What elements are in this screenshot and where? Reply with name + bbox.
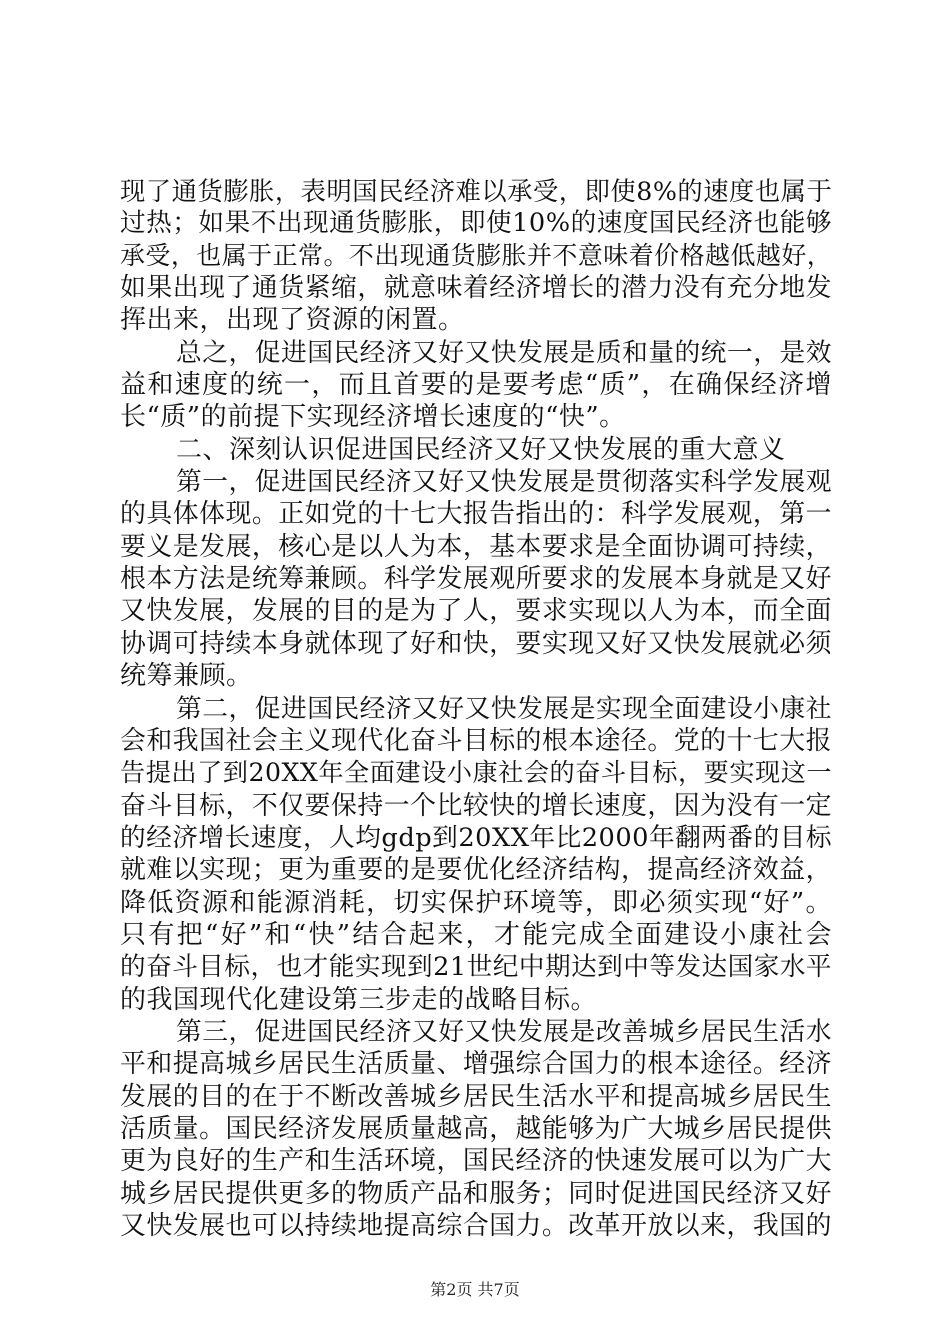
text-line: 又快发展也可以持续地提高综合国力。改革开放以来，我国的	[120, 1211, 832, 1241]
text-line: 城乡居民提供更多的物质产品和服务；同时促进国民经济又好	[120, 1178, 832, 1209]
text-line: 的具体体现。正如党的十七大报告指出的：科学发展观，第一	[120, 499, 832, 530]
text-line: 的奋斗目标，也才能实现到21世纪中期达到中等发达国家水平	[120, 952, 833, 983]
text-line: 就难以实现；更为重要的是要优化经济结构，提高经济效益，	[120, 855, 832, 886]
text-line: 只有把“好”和“快”结合起来，才能完成全面建设小康社会	[120, 919, 832, 950]
text-line: 根本方法是统筹兼顾。科学发展观所要求的发展本身就是又好	[120, 564, 832, 595]
text-line: 又快发展，发展的目的是为了人，要求实现以人为本，而全面	[120, 596, 832, 627]
page-footer: 第2页 共7页	[430, 1280, 520, 1299]
text-line: 承受，也属于正常。不出现通货膨胀并不意味着价格越低越好，	[120, 240, 833, 270]
text-line: 二、深刻认识促进国民经济又好又快发展的重大意义	[176, 434, 786, 465]
text-line: 告提出了到20XX年全面建设小康社会的奋斗目标，要实现这一	[120, 758, 833, 788]
text-line: 活质量。国民经济发展质量越高，越能够为广大城乡居民提供	[120, 1113, 832, 1144]
text-line: 统筹兼顾。	[120, 661, 253, 692]
text-line: 平和提高城乡居民生活质量、增强综合国力的根本途径。经济	[120, 1049, 832, 1080]
text-line: 的我国现代化建设第三步走的战略目标。	[120, 984, 598, 1015]
text-line: 益和速度的统一，而且首要的是要考虑“质”，在确保经济增	[120, 370, 832, 401]
text-line: 协调可持续本身就体现了好和快，要实现又好又快发展就必须	[120, 628, 832, 659]
text-line: 现了通货膨胀，表明国民经济难以承受，即使8%的速度也属于	[120, 176, 833, 206]
text-line: 要义是发展，核心是以人为本，基本要求是全面协调可持续，	[120, 531, 832, 562]
text-line: 过热；如果不出现通货膨胀，即使10%的速度国民经济也能够	[120, 208, 833, 239]
text-line: 第三，促进国民经济又好又快发展是改善城乡居民生活水	[176, 1016, 832, 1047]
text-line: 更为良好的生产和生活环境，国民经济的快速发展可以为广大	[120, 1146, 832, 1177]
text-line: 发展的目的在于不断改善城乡居民生活水平和提高城乡居民生	[120, 1081, 832, 1112]
text-line: 降低资源和能源消耗，切实保护环境等，即必须实现“好”。	[120, 887, 832, 918]
text-line: 挥出来，出现了资源的闲置。	[120, 305, 465, 336]
text-line: 总之，促进国民经济又好又快发展是质和量的统一，是效	[176, 337, 832, 368]
text-line: 如果出现了通货紧缩，就意味着经济增长的潜力没有充分地发	[120, 273, 832, 304]
document-body	[120, 175, 832, 1242]
text-line: 长“质”的前提下实现经济增长速度的“快”。	[120, 402, 626, 433]
text-line: 第二，促进国民经济又好又快发展是实现全面建设小康社	[176, 693, 832, 724]
text-line: 会和我国社会主义现代化奋斗目标的根本途径。党的十七大报	[120, 725, 832, 756]
text-line: 第一，促进国民经济又好又快发展是贯彻落实科学发展观	[176, 467, 832, 498]
text-line: 的经济增长速度，人均gdp到20XX年比2000年翻两番的目标	[120, 822, 832, 853]
text-line: 奋斗目标，不仅要保持一个比较快的增长速度，因为没有一定	[120, 790, 832, 821]
